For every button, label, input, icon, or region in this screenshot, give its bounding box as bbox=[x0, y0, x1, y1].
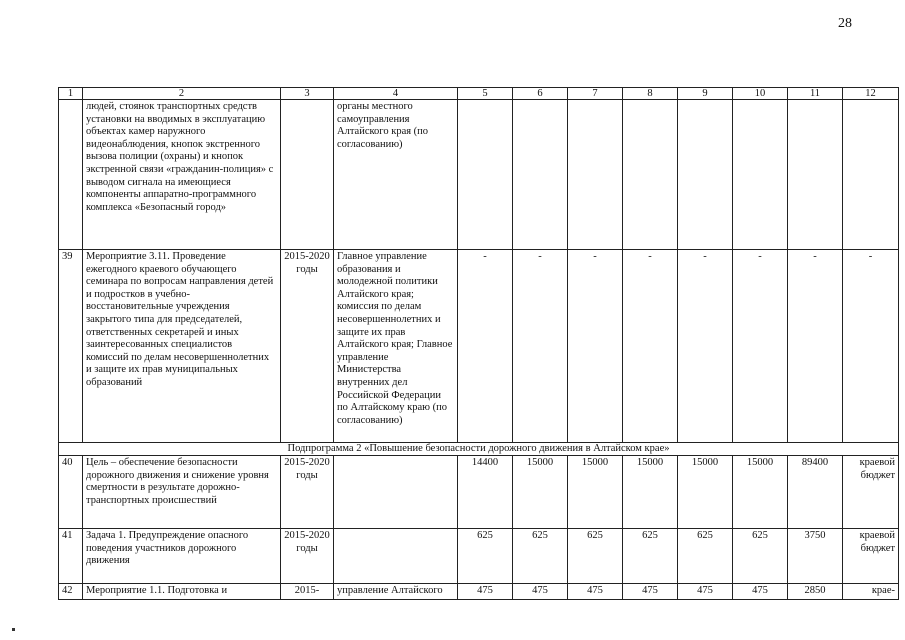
event-cell: Мероприятие 3.11. Проведение ежегодного краевого обучающего семинара по вопросам направления детей и подростков в учебно-восстановительные учреждения закрытого типа для председателей, ответственных секретарей и иных заинтересованных специалистов комиссий по делам несовершеннолетних и защите их прав муниципальных образований bbox=[83, 250, 281, 443]
value-cell: 15000 bbox=[513, 456, 568, 529]
program-table bbox=[58, 87, 899, 600]
table-row bbox=[59, 100, 899, 250]
event-cell: Цель – обеспечение безопасности дорожного движения и снижение уровня смертности в результате дорожно-транспортных происшествий bbox=[83, 456, 281, 529]
years-cell: 2015-2020 годы bbox=[281, 250, 334, 443]
row-number: 39 bbox=[59, 250, 83, 443]
value-cell: - bbox=[513, 250, 568, 443]
value-cell bbox=[733, 100, 788, 250]
table-row bbox=[59, 529, 899, 584]
value-cell: 625 bbox=[458, 529, 513, 584]
value-cell: 15000 bbox=[623, 456, 678, 529]
funding-source-cell: крае- bbox=[843, 584, 899, 600]
funding-source-cell: - bbox=[843, 250, 899, 443]
years-cell: 2015- bbox=[281, 584, 334, 600]
page-number: 28 bbox=[838, 16, 852, 31]
value-cell bbox=[788, 100, 843, 250]
event-cell: людей, стоянок транспортных средств установки на вводимых в эксплуатацию объектах камер наружного видеонаблюдения, кнопок экстренного вызова полиции (охраны) и кнопок экстренной связи «гражданин-полиция» с выводом сигнала на имеющиеся компоненты аппаратно-программного комплекса «Безопасный город» bbox=[83, 100, 281, 250]
column-header: 7 bbox=[568, 88, 623, 100]
value-cell: - bbox=[623, 250, 678, 443]
funding-source-cell: краевой бюджет bbox=[843, 456, 899, 529]
value-cell: 3750 bbox=[788, 529, 843, 584]
executor-cell bbox=[334, 529, 458, 584]
table-row bbox=[59, 584, 899, 600]
column-header: 2 bbox=[83, 88, 281, 100]
executor-cell: управление Алтайского bbox=[334, 584, 458, 600]
executor-cell bbox=[334, 456, 458, 529]
value-cell: 625 bbox=[678, 529, 733, 584]
value-cell: 475 bbox=[678, 584, 733, 600]
value-cell: - bbox=[678, 250, 733, 443]
column-header: 8 bbox=[623, 88, 678, 100]
value-cell: 625 bbox=[568, 529, 623, 584]
value-cell: 89400 bbox=[788, 456, 843, 529]
column-header: 3 bbox=[281, 88, 334, 100]
years-cell bbox=[281, 100, 334, 250]
value-cell: 15000 bbox=[733, 456, 788, 529]
value-cell: 475 bbox=[623, 584, 678, 600]
value-cell: 15000 bbox=[568, 456, 623, 529]
value-cell: 625 bbox=[733, 529, 788, 584]
value-cell: 475 bbox=[733, 584, 788, 600]
row-number: 40 bbox=[59, 456, 83, 529]
value-cell bbox=[623, 100, 678, 250]
table-row bbox=[59, 250, 899, 443]
column-header: 9 bbox=[678, 88, 733, 100]
value-cell: 2850 bbox=[788, 584, 843, 600]
value-cell: 14400 bbox=[458, 456, 513, 529]
value-cell: 625 bbox=[513, 529, 568, 584]
column-header: 5 bbox=[458, 88, 513, 100]
value-cell: 475 bbox=[568, 584, 623, 600]
executor-cell: органы местного самоуправления Алтайского края (по согласованию) bbox=[334, 100, 458, 250]
column-header: 10 bbox=[733, 88, 788, 100]
column-header: 1 bbox=[59, 88, 83, 100]
event-cell: Задача 1. Предупреждение опасного поведения участников дорожного движения bbox=[83, 529, 281, 584]
row-number bbox=[59, 100, 83, 250]
years-cell: 2015-2020 годы bbox=[281, 456, 334, 529]
value-cell: - bbox=[788, 250, 843, 443]
executor-cell: Главное управление образования и молодежной политики Алтайского края; комиссия по делам несовершеннолетних и защите их прав Алтайского края; Главное управление Министерства внутренних дел Российской Федерации по Алтайскому краю (по согласованию) bbox=[334, 250, 458, 443]
years-cell: 2015-2020 годы bbox=[281, 529, 334, 584]
funding-source-cell: краевой бюджет bbox=[843, 529, 899, 584]
value-cell: - bbox=[568, 250, 623, 443]
column-header: 6 bbox=[513, 88, 568, 100]
row-number: 41 bbox=[59, 529, 83, 584]
value-cell: 475 bbox=[458, 584, 513, 600]
value-cell bbox=[568, 100, 623, 250]
value-cell: 15000 bbox=[678, 456, 733, 529]
value-cell bbox=[458, 100, 513, 250]
column-header: 4 bbox=[334, 88, 458, 100]
funding-source-cell bbox=[843, 100, 899, 250]
value-cell: - bbox=[733, 250, 788, 443]
column-header: 12 bbox=[843, 88, 899, 100]
value-cell bbox=[678, 100, 733, 250]
scan-artifact bbox=[12, 628, 15, 631]
value-cell: - bbox=[458, 250, 513, 443]
column-header: 11 bbox=[788, 88, 843, 100]
value-cell bbox=[513, 100, 568, 250]
subprogram-title: Подпрограмма 2 «Повышение безопасности дорожного движения в Алтайском крае» bbox=[59, 443, 899, 456]
value-cell: 475 bbox=[513, 584, 568, 600]
table-row bbox=[59, 456, 899, 529]
value-cell: 625 bbox=[623, 529, 678, 584]
event-cell: Мероприятие 1.1. Подготовка и bbox=[83, 584, 281, 600]
row-number: 42 bbox=[59, 584, 83, 600]
table-header-row bbox=[59, 88, 899, 100]
subprogram-row bbox=[59, 443, 899, 456]
